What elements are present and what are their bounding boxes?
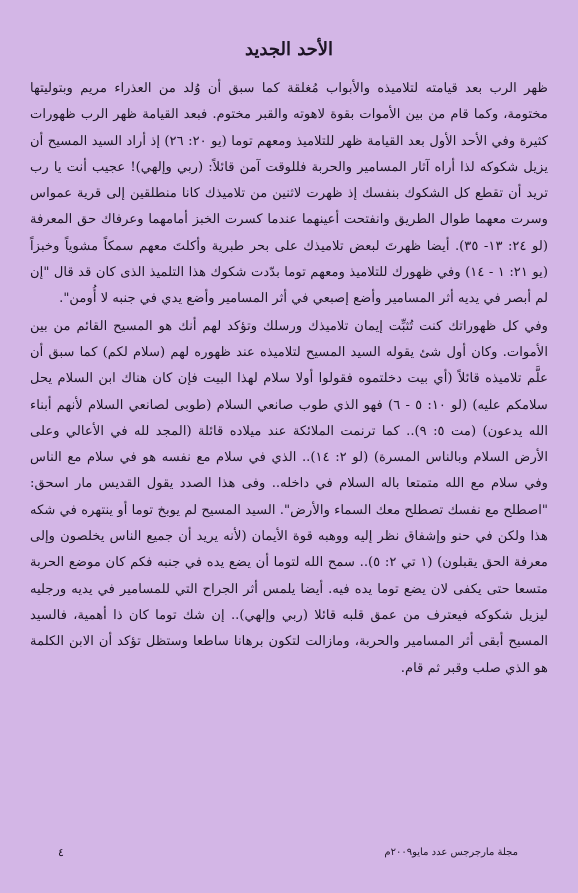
page-footer: [58, 844, 518, 862]
article-body: [30, 76, 548, 682]
page-number: ٤: [58, 846, 64, 859]
paragraph-2: وفي كل ظهوراتك كنت تُثبِّت إيمان تلاميذك ورسلك وتؤكد لهم أنك هو المسيح القائم من بين الأموات. وكان أول شئ يقوله السيد المسيح لتلاميذه عند ظهوره لهم (سلام لكم) كما سبق أن علَّم تلاميذه قائلاً (أي بيت دخلتموه فقولوا أولا سلام لهذا البيت فإن كان هناك ابن السلام يحل سلامكم عليه) (لو ١٠: ٥ - ٦) فهو الذي طوب صانعي السلام (طوبى لصانعي السلام لأنهم أبناء الله يدعون) (مت ٥: ٩).. كما ترنمت الملائكة عند ميلاده قائلة (المجد لله في الأعالي وعلى الأرض السلام وبالناس المسرة) (لو ٢: ١٤).. الذي في سلام مع نفسه هو في سلام مع الناس وفي سلام مع الله متمتعا باله السلام في داخله.. وفى هذا الصدد يقول القديس مار اسحق: "اصطلح مع نفسك تصطلح معك السماء والأرض". السيد المسيح لم يوبخ توما أو ينتهره في شكه هذا ولكن في حنو وإشفاق نظر إليه ووهبه قوة الأيمان (لأنه يريد أن جميع الناس يخلصون وإلى معرفة الحق يقبلون) (١ تي ٢: ٥).. سمح الله لتوما أن يضع يده في جنبه فكم كان موضع الحربة متسعا حتى يكفى لان يضع توما يده فيه. أيضا يلمس أثر الجراح التي للمسامير في يديه ورجليه ليزيل شكوكه فيعترف من عمق قلبه قائلا (ربي وإلهي).. إن شك توما كان ذا أهمية، فالسيد المسيح أبقى أثر المسامير والحربة، ومازالت لتكون برهانا ساطعا وستظل تؤكد أن الابن الكلمة هو الذي صلب وقبر ثم قام.: [30, 318, 548, 676]
paragraph-1: ظهر الرب بعد قيامته لتلاميذه والأبواب مُغلقة كما سبق أن وُلد من العذراء مريم وبتوليتها مختومة، وكما قام من بين الأموات بقوة لاهوته والقبر مختوم. فبعد القيامة ظهر الرب ظهورات كثيرة وفي الأحد الأول بعد القيامة ظهر للتلاميذ ومعهم توما (يو ٢٠: ٢٦) إذ أراد السيد المسيح أن يزيل شكوكه لذا أراه آثار المسامير والحربة فللوقت آمن قائلاً: (ربي وإلهي)! عجيب أنت يا رب تريد أن تقطع كل الشكوك بنفسك إذ ظهرت لاثنين من تلاميذك كانا منطلقين إلى قرية عمواس وسرت معهما طوال الطريق وانفتحت أعينهما عندما كسرت الخبز أمامهما وعرفاك حق المعرفة (لو ٢٤: ١٣- ٣٥). أيضا ظهرتَ لبعض تلاميذك على بحر طبرية وأكلتَ معهم سمكاً مشوياً وخبزاً (يو ٢١: ١ - ١٤) وفي ظهورك للتلاميذ ومعهم توما بدّدت شكوك هذا التلميذ الذى كان قد قال "إن لم أبصر في يديه أثر المسامير وأضع إصبعي في أثر المسامير وأضع يدي في جنبه لا أُومن".: [30, 81, 549, 307]
page-title: الأحد الجديد: [244, 39, 334, 60]
journal-issue: مجلة مارجرجس عدد مايو٢٠٠٩م: [384, 847, 518, 858]
